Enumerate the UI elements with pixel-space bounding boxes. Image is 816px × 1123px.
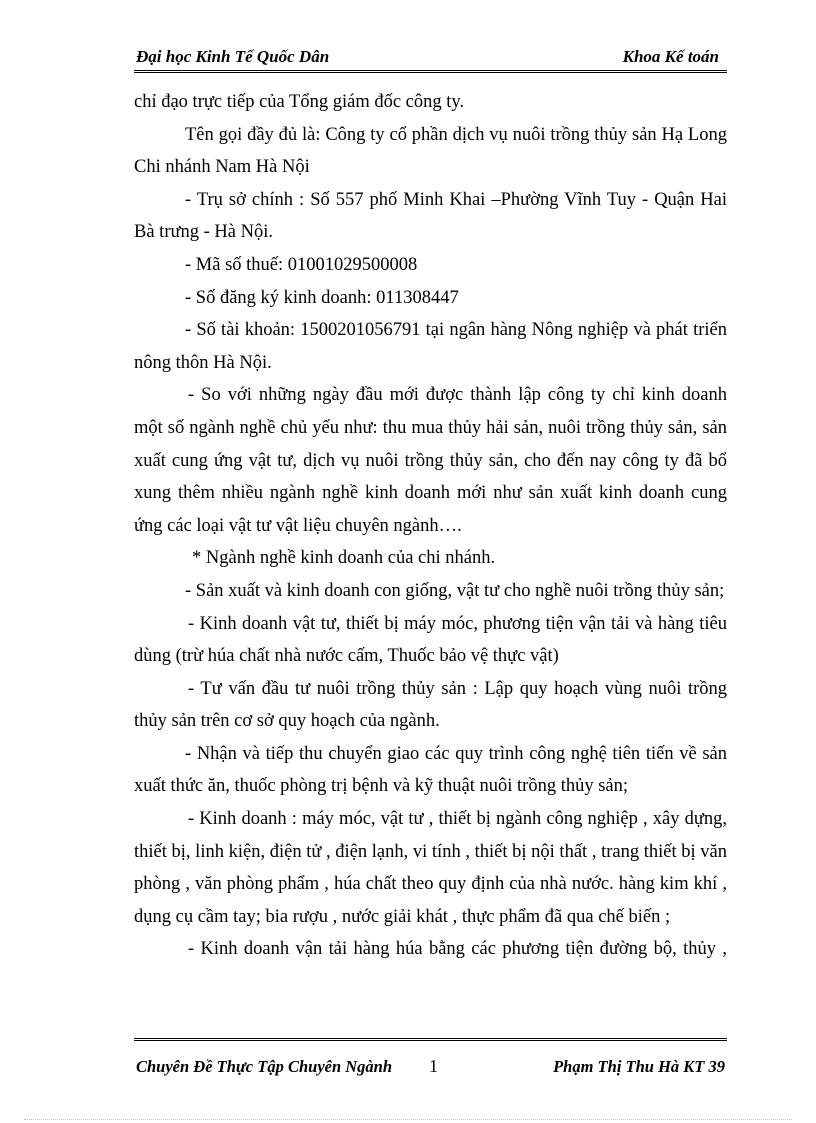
document-body (134, 86, 727, 966)
paragraph: - So với những ngày đầu mới được thành lập công ty chỉ kinh doanh một số ngành nghề chủ yếu như: thu mua thủy hải sản, nuôi trồng thủy sản, sản xuất cung ứng vật tư, dịch vụ nuôi trồng thủy sản, cho đến nay công ty đã bổ xung thêm nhiều ngành nghề kinh doanh mới như sản xuất kinh doanh cung ứng các loại vật tư vật liệu chuyên ngành…. (134, 385, 727, 536)
paragraph: - Trụ sở chính : Số 557 phố Minh Khai –Phường Vĩnh Tuy - Quận Hai Bà trưng - Hà Nội. (134, 189, 727, 243)
section-heading: * Ngành nghề kinh doanh của chi nhánh. (192, 548, 496, 569)
page-break-line (24, 1119, 792, 1120)
paragraph: - Số đăng ký kinh doanh: 011308447 (185, 287, 459, 308)
page-header (134, 44, 727, 73)
footer-report-title: Chuyên Đề Thực Tập Chuyên Ngành (136, 1057, 393, 1076)
paragraph: - Kinh doanh vận tải hàng húa bằng các phương tiện đường bộ, thủy , (188, 939, 727, 960)
footer-author: Phạm Thị Thu Hà KT 39 (553, 1057, 725, 1076)
paragraph: - Mã số thuế: 01001029500008 (185, 254, 418, 275)
paragraph: chỉ đạo trực tiếp của Tổng giám đốc công ty. (134, 92, 465, 112)
paragraph: Tên gọi đầy đủ là: Công ty cổ phần dịch vụ nuôi trồng thủy sản Hạ Long Chi nhánh Nam Hà Nội (134, 124, 727, 178)
paragraph: - Nhận và tiếp thu chuyển giao các quy trình công nghệ tiên tiến về sản xuất thức ăn, thuốc phòng trị bệnh và kỹ thuật nuôi trồng thủy sản; (134, 743, 727, 797)
header-university: Đại học Kinh Tế Quốc Dân (136, 47, 330, 66)
paragraph: - Số tài khoản: 1500201056791 tại ngân hàng Nông nghiệp và phát triển nông thôn Hà Nội. (134, 320, 727, 373)
paragraph: - Kinh doanh : máy móc, vật tư , thiết bị ngành công nghiệp , xây dựng, thiết bị, linh kiện, điện tử , điện lạnh, vi tính , thiết bị nội thất , trang thiết bị văn phòng , văn phòng phẩm , húa chất theo quy định của nhà nước. hàng kim khí , dụng cụ cầm tay; bia rượu , nước giải khát , thực phẩm đã qua chế biến ; (134, 809, 727, 927)
paragraph: - Kinh doanh vật tư, thiết bị máy móc, phương tiện vận tải và hàng tiêu dùng (trừ húa chất nhà nước cấm, Thuốc bảo vệ thực vật) (134, 613, 727, 667)
header-faculty: Khoa Kế toán (622, 47, 719, 66)
paragraph: - Tư vấn đầu tư nuôi trồng thủy sản : Lập quy hoạch vùng nuôi trồng thủy sản trên cơ sở quy hoạch của ngành. (134, 678, 727, 732)
page-number: 1 (429, 1056, 438, 1076)
page-footer (134, 1038, 727, 1076)
paragraph: - Sản xuất và kinh doanh con giống, vật tư cho nghề nuôi trồng thủy sản; (185, 580, 725, 601)
